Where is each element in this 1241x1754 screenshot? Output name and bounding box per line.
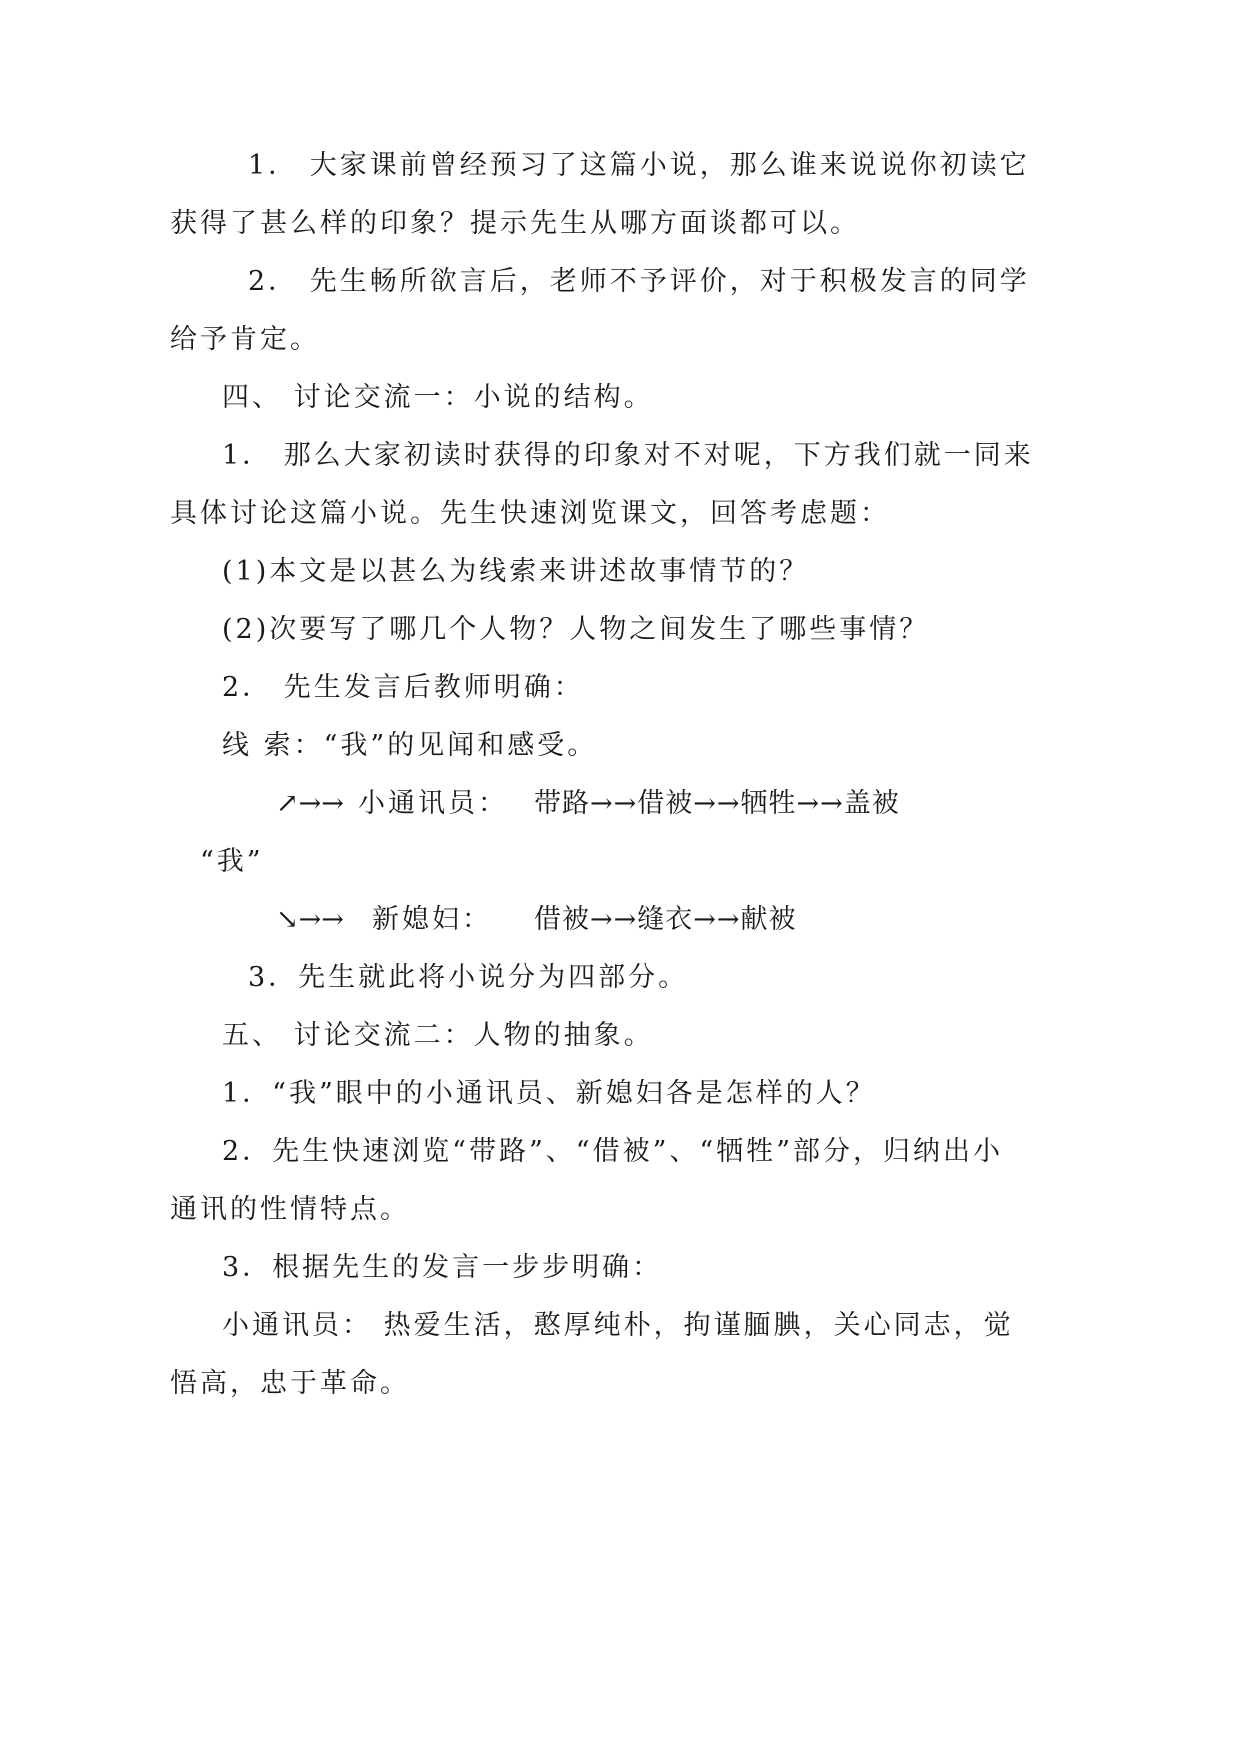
text-line-17: 通讯的性情特点。 [170,1194,410,1225]
lower-branch-label: 新媳妇： [372,904,492,935]
text-line-6: 1． 那么大家初读时获得的印象对不对呢，下方我们就一同来 [222,440,1034,471]
text-line-4: 给予肯定。 [170,324,320,355]
text-line-13: 3．先生就此将小说分为四部分。 [248,962,689,993]
upper-branch-label: 小通讯员： [358,788,508,819]
text-line-18: 3．根据先生的发言一步步明确： [222,1252,663,1283]
section-heading-5: 五、 讨论交流二：人物的抽象。 [222,1020,654,1051]
text-line-20: 悟高，忠于革命。 [170,1368,410,1399]
question-2: (2)次要写了哪几个人物？人物之间发生了哪些事情？ [222,614,930,645]
section-heading-4: 四、 讨论交流一：小说的结构。 [222,382,654,413]
lower-branch-events: 借被→→缝衣→→献被 [534,904,797,935]
upper-arrow: ↗→→ [276,788,344,819]
text-line-1: 1． 大家课前曾经预习了这篇小说，那么谁来说说你初读它 [248,150,1030,181]
text-line-15: 1．“我”眼中的小通讯员、新媳妇各是怎样的人？ [222,1078,876,1109]
clue-line: 线 索：“我”的见闻和感受。 [222,730,598,761]
text-line-16: 2．先生快速浏览“带路”、“借被”、“牺牲”部分，归纳出小 [222,1136,1003,1167]
lower-arrow: ↘→→ [276,904,344,935]
text-line-10: 2． 先生发言后教师明确： [222,672,584,703]
question-1: (1)本文是以甚么为线索来讲述故事情节的？ [222,556,810,587]
text-line-2: 获得了甚么样的印象？提示先生从哪方面谈都可以。 [170,208,860,239]
text-line-7: 具体讨论这篇小说。先生快速浏览课文，回答考虑题： [170,498,890,529]
text-line-19: 小通讯员： 热爱生活，憨厚纯朴，拘谨腼腆，关心同志，觉 [222,1310,1014,1341]
diagram-root-wo: “我” [200,846,264,877]
upper-branch-events: 带路→→借被→→牺牲→→盖被 [534,788,900,819]
text-line-3: 2． 先生畅所欲言后，老师不予评价，对于积极发言的同学 [248,266,1030,297]
